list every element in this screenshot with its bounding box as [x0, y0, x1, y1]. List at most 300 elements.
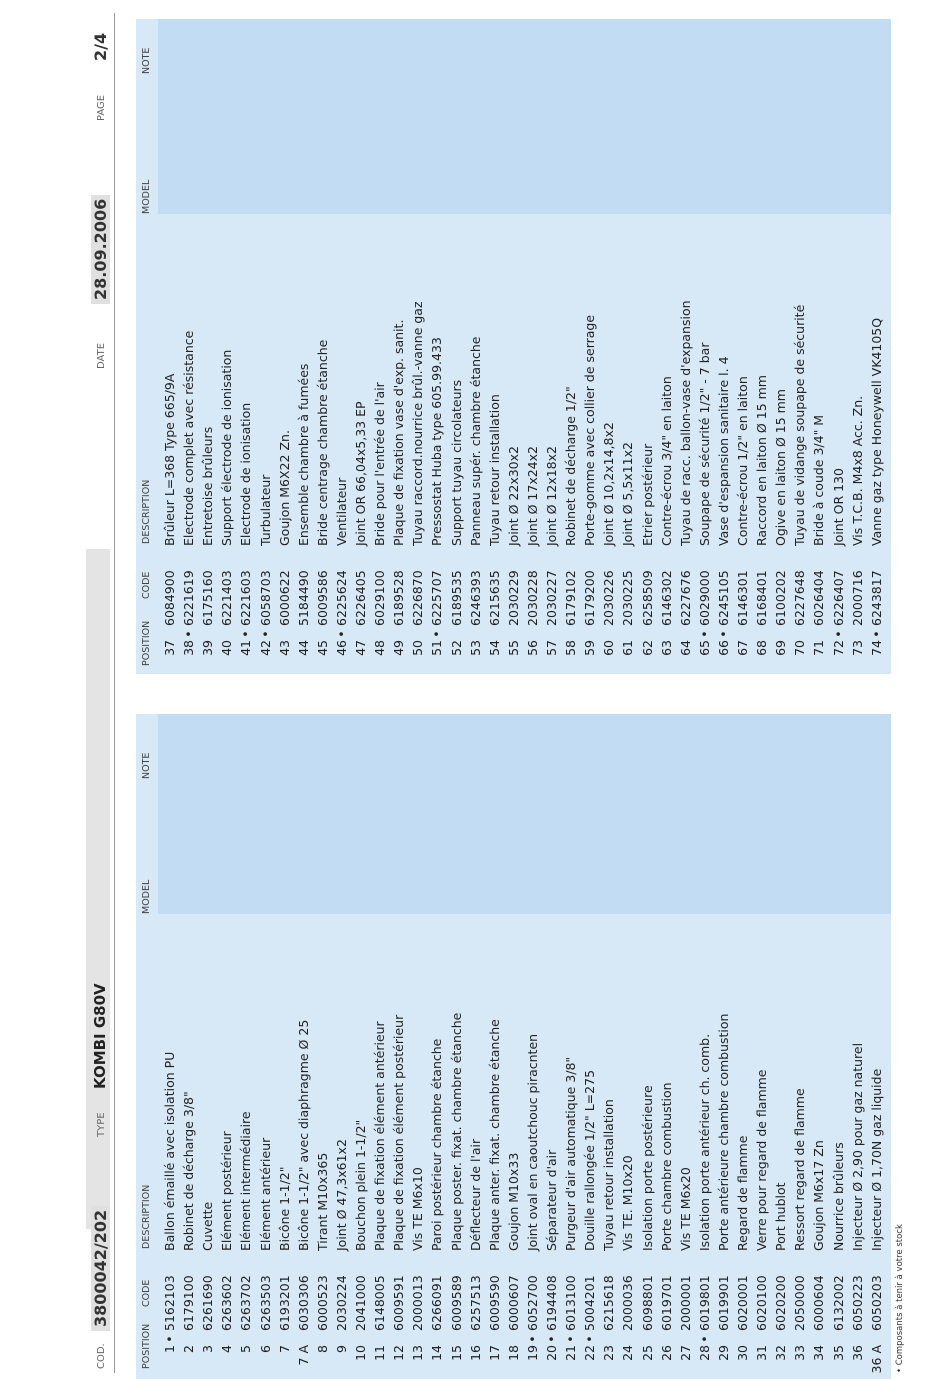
row-description: Ballon émaillé avec isolation PU	[162, 1051, 177, 1251]
row-code: 2030228	[524, 570, 540, 626]
row-code: 6226407	[830, 570, 846, 626]
row-code: 6258509	[639, 570, 655, 626]
row-description: Vis TE M6x20	[677, 1167, 693, 1251]
cod-label: COD.	[96, 1343, 107, 1369]
table-row	[676, 214, 695, 674]
row-code: 5004201	[582, 1275, 598, 1331]
row-description: Bride pour l'entrée de l'air	[372, 382, 388, 546]
table-row	[657, 214, 676, 674]
row-code: 6146301	[735, 570, 750, 626]
row-position: 73	[849, 640, 865, 656]
row-position: 57	[544, 640, 559, 656]
row-position: 26	[658, 1345, 674, 1361]
row-code: 5184490	[295, 570, 311, 626]
row-description: Injecteur Ø 1,70N gaz liquide	[868, 1068, 884, 1251]
row-position: 40	[219, 640, 235, 656]
table-row	[408, 919, 427, 1379]
table-row	[275, 214, 294, 674]
row-position: 59	[582, 640, 598, 656]
table-row	[733, 214, 752, 674]
row-code: 6225707	[429, 570, 445, 626]
row-code: 6009586	[314, 570, 330, 626]
table-row	[561, 214, 580, 674]
row-position: 37	[162, 640, 177, 656]
table-row	[790, 214, 809, 674]
cod-value: 3800042/202	[91, 1206, 110, 1331]
row-position: 28	[696, 1345, 712, 1361]
row-description: Séparateur d'air	[544, 1149, 559, 1251]
row-description: Joint Ø 22x30x2	[505, 446, 521, 546]
row-code: 6263702	[238, 1275, 254, 1331]
row-description: Joint OR 66,04x5,33 EP	[353, 401, 368, 546]
row-position: 68	[754, 640, 770, 656]
table-row	[313, 214, 332, 674]
row-description: Vis T.C.B. M4x8 Acc. Zn.	[849, 395, 865, 546]
row-position: 47	[353, 640, 368, 656]
row-position: 3	[200, 1345, 216, 1353]
row-description: Support tuyau circolateurs	[448, 379, 464, 546]
row-position: 64	[677, 640, 693, 656]
row-position: 54	[486, 640, 502, 656]
stock-bullet: •	[333, 630, 349, 638]
table-row	[256, 919, 275, 1379]
row-position: 5	[238, 1345, 254, 1353]
row-code: 6243817	[868, 570, 884, 626]
row-description: Verre pour regard de flamme	[754, 1069, 770, 1251]
row-code: 6058703	[257, 570, 273, 626]
right-table	[136, 19, 891, 674]
row-description: Bride centrage chambre étanche	[314, 339, 330, 546]
row-position: 27	[677, 1345, 693, 1361]
row-code: 6020001	[735, 1275, 750, 1331]
row-description: Joint OR 130	[830, 468, 846, 546]
row-code: 6189535	[448, 570, 464, 626]
row-position: 71	[811, 640, 827, 656]
stock-bullet: •	[830, 630, 846, 638]
row-code: 6019901	[715, 1275, 731, 1331]
row-code: 2030225	[620, 570, 636, 626]
row-description: Elément intermédiaire	[238, 1111, 254, 1251]
row-description: Panneau supér. chambre étanche	[467, 336, 483, 546]
right-col-description: DESCRIPTION	[141, 479, 152, 544]
row-description: Vase d'espansion sanitaire l. 4	[715, 356, 731, 546]
row-description: Contre-écrou 1/2" en laiton	[735, 376, 750, 546]
row-description: Raccord en laiton Ø 15 mm	[754, 375, 770, 546]
row-code: 6175160	[200, 570, 216, 626]
table-row	[542, 919, 561, 1379]
row-position: 60	[601, 640, 617, 656]
table-row	[275, 919, 294, 1379]
table-row	[599, 214, 618, 674]
table-row	[351, 214, 370, 674]
table-row	[294, 919, 313, 1379]
row-position: 67	[735, 640, 750, 656]
row-description: Porte antérieure chambre combustion	[715, 1013, 731, 1251]
row-description: Entretoise brûleurs	[200, 426, 216, 546]
table-row	[638, 214, 657, 674]
row-description: Goujon M10x33	[505, 1152, 521, 1251]
row-description: Elément antérieur	[257, 1137, 273, 1251]
row-description: Plaque poster. fixat. chambre étanche	[448, 1012, 464, 1251]
row-code: 6146302	[658, 570, 674, 626]
row-position: 49	[391, 640, 407, 656]
row-code: 6226405	[353, 570, 368, 626]
table-row	[179, 919, 198, 1379]
row-description: Déflecteur de l'air	[467, 1138, 483, 1251]
row-position: 61	[620, 640, 636, 656]
table-row	[160, 214, 179, 674]
table-row	[599, 919, 618, 1379]
table-row	[198, 214, 217, 674]
table-row	[752, 214, 771, 674]
table-row	[676, 919, 695, 1379]
header-rule	[114, 13, 115, 1373]
row-position: 21	[563, 1345, 579, 1361]
row-position: 44	[295, 640, 311, 656]
table-row	[638, 919, 657, 1379]
row-code: 6052700	[524, 1275, 540, 1331]
right-col-position: POSITION	[141, 620, 152, 666]
table-row	[771, 214, 790, 674]
row-code: 6000622	[276, 570, 292, 626]
row-position: 35	[830, 1345, 846, 1361]
row-position: 42	[257, 640, 273, 656]
row-description: Isolation porte antérieur ch. comb.	[696, 1033, 712, 1251]
row-description: Ensemble chambre à fumées	[295, 363, 311, 546]
row-code: 6029100	[372, 570, 388, 626]
table-row	[332, 214, 351, 674]
table-row	[809, 214, 828, 674]
row-code: 6194408	[544, 1275, 559, 1331]
row-description: Support électrode de ionisation	[219, 349, 235, 546]
row-code: 6084900	[162, 570, 177, 626]
row-description: Regard de flamme	[735, 1135, 750, 1251]
table-row	[867, 214, 886, 674]
row-position: 74	[868, 640, 884, 656]
row-position: 8	[314, 1345, 330, 1353]
row-position: 18	[505, 1345, 521, 1361]
row-description: Tirant M10x365	[314, 1152, 330, 1251]
row-position: 25	[639, 1345, 655, 1361]
row-description: Injecteur Ø 2,90 pour gaz naturel	[849, 1042, 865, 1251]
row-description: Purgeur d'air automatique 3/8"	[563, 1056, 579, 1251]
row-code: 6246393	[467, 570, 483, 626]
row-code: 6215635	[486, 570, 502, 626]
row-code: 6000523	[314, 1275, 330, 1331]
row-description: Bride à coude 3/4" M	[811, 414, 827, 546]
row-description: Elément postérieur	[219, 1131, 235, 1251]
row-code: 2030224	[333, 1275, 349, 1331]
stock-bullet: •	[715, 630, 731, 638]
row-code: 2000716	[849, 570, 865, 626]
row-position: 19	[524, 1345, 540, 1361]
row-position: 55	[505, 640, 521, 656]
row-description: Porte-gomme avec collier de serrage	[582, 314, 598, 546]
table-row	[848, 919, 867, 1379]
table-row	[217, 919, 236, 1379]
table-row	[485, 214, 504, 674]
date-label: DATE	[96, 342, 107, 369]
row-description: Turbulateur	[257, 474, 273, 546]
row-description: Isolation porte postérieure	[639, 1085, 655, 1251]
row-description: Tuyau raccord.nourrice brûl.-vanne gaz	[410, 301, 426, 546]
row-position: 56	[524, 640, 540, 656]
row-position: 72	[830, 640, 846, 656]
table-row	[561, 919, 580, 1379]
row-position: 7	[276, 1345, 292, 1353]
row-position: 38	[181, 640, 197, 656]
table-row	[447, 919, 466, 1379]
row-description: Nourrice brûleurs	[830, 1142, 846, 1251]
table-row	[332, 919, 351, 1379]
footnote: • Composants à tenir à votre stock	[895, 1224, 905, 1373]
row-code: 2000001	[677, 1275, 693, 1331]
stock-bullet: •	[582, 1335, 598, 1343]
row-description: Goujon M6x17 Zn	[811, 1140, 827, 1251]
table-row	[466, 214, 485, 674]
row-code: 2030226	[601, 570, 617, 626]
stock-bullet: •	[238, 630, 254, 638]
right-col-model: MODEL	[141, 179, 152, 214]
table-row	[580, 919, 599, 1379]
row-code: 6009590	[486, 1275, 502, 1331]
row-code: 6019801	[696, 1275, 712, 1331]
row-description: Douille rallongée 1/2" L=275	[582, 1069, 598, 1251]
row-description: Joint Ø 5,5x11x2	[620, 442, 636, 546]
row-description: Joint Ø 12x18x2	[544, 446, 559, 546]
table-row	[771, 919, 790, 1379]
table-row	[790, 919, 809, 1379]
row-position: 58	[563, 640, 579, 656]
row-code: 6050223	[849, 1275, 865, 1331]
table-row	[523, 919, 542, 1379]
stock-bullet: •	[181, 630, 197, 638]
row-code: 6226870	[410, 570, 426, 626]
stock-bullet: •	[868, 630, 884, 638]
table-row	[829, 214, 848, 674]
row-description: Paroi postérieur chambre étanche	[429, 1038, 445, 1251]
type-label: TYPE	[96, 1112, 107, 1137]
row-description: Pressostat Huba type 605.99.433	[429, 337, 445, 546]
row-description: Plaque de fixation élément postérieur	[391, 1014, 407, 1251]
row-position: 17	[486, 1345, 502, 1361]
left-col-model: MODEL	[141, 879, 152, 914]
row-code: 6013100	[563, 1275, 579, 1331]
table-row	[542, 214, 561, 674]
row-description: Vis TE. M10x20	[620, 1155, 636, 1251]
row-description: Robinet de décharge 3/8"	[181, 1091, 197, 1251]
row-position: 11	[372, 1345, 388, 1361]
row-code: 6030306	[295, 1275, 311, 1331]
table-row	[389, 214, 408, 674]
row-description: Plaque de fixation élément antérieur	[372, 1021, 388, 1251]
table-row	[523, 214, 542, 674]
row-position: 66	[715, 640, 731, 656]
row-code: 6179102	[563, 570, 579, 626]
row-position: 41	[238, 640, 254, 656]
row-code: 6215618	[601, 1275, 617, 1331]
row-position: 4	[219, 1345, 235, 1353]
row-code: 6193201	[276, 1275, 292, 1331]
row-description: Vanne gaz type Honeywell VK4105Q	[868, 317, 884, 546]
left-col-position: POSITION	[141, 1323, 152, 1369]
row-description: Joint Ø 47,3x61x2	[333, 1139, 349, 1251]
right-col-note: NOTE	[141, 47, 152, 74]
row-description: Etrier postérieur	[639, 443, 655, 546]
table-row	[447, 214, 466, 674]
table-row	[179, 214, 198, 674]
row-code: 2030227	[544, 570, 559, 626]
row-position: 34	[811, 1345, 827, 1361]
row-position: 52	[448, 640, 464, 656]
row-code: 6266091	[429, 1275, 445, 1331]
table-row	[485, 919, 504, 1379]
table-row	[829, 919, 848, 1379]
row-code: 6132002	[830, 1275, 846, 1331]
table-row	[236, 214, 255, 674]
row-description: Tuyau retour installation	[486, 394, 502, 546]
row-description: Goujon M6X22 Zn.	[276, 430, 292, 546]
row-description: Electrode complet avec résistance	[181, 330, 197, 546]
row-code: 6000604	[811, 1275, 827, 1331]
row-position: 16	[467, 1345, 483, 1361]
row-description: Robinet de décharge 1/2"	[563, 386, 579, 546]
table-row	[160, 919, 179, 1379]
row-code: 6221603	[238, 570, 254, 626]
row-position: 69	[773, 640, 789, 656]
row-description: Brûleur L=368 Type 665/9A	[162, 373, 177, 546]
row-code: 6098801	[639, 1275, 655, 1331]
row-code: 2030229	[505, 570, 521, 626]
row-position: 46	[333, 640, 349, 656]
row-position: 70	[792, 640, 808, 656]
row-position: 12	[391, 1345, 407, 1361]
row-code: 6050203	[868, 1275, 884, 1331]
row-position: 23	[601, 1345, 617, 1361]
table-row	[657, 919, 676, 1379]
row-position: 31	[754, 1345, 770, 1361]
table-row	[733, 919, 752, 1379]
row-code: 6020100	[754, 1275, 770, 1331]
row-position: 63	[658, 640, 674, 656]
row-position: 36	[849, 1345, 865, 1361]
table-row	[618, 919, 637, 1379]
table-row	[427, 919, 446, 1379]
row-code: 6026404	[811, 570, 827, 626]
table-row	[217, 214, 236, 674]
row-position: 45	[314, 640, 330, 656]
row-description: Bicône 1-1/2"	[276, 1166, 292, 1251]
table-row	[867, 919, 886, 1379]
table-row	[580, 214, 599, 674]
row-position: 29	[715, 1345, 731, 1361]
row-position: 7 A	[295, 1345, 311, 1366]
row-position: 20	[544, 1345, 559, 1361]
row-position: 53	[467, 640, 483, 656]
row-code: 6009589	[448, 1275, 464, 1331]
row-position: 62	[639, 640, 655, 656]
row-description: Tuyau retour installation	[601, 1099, 617, 1251]
row-position: 33	[792, 1345, 808, 1361]
row-code: 6261690	[200, 1275, 216, 1331]
stock-bullet: •	[257, 630, 273, 638]
page-label: PAGE	[96, 94, 107, 121]
row-code: 6227676	[677, 570, 693, 626]
right-col-code: CODE	[141, 571, 152, 599]
left-col-description: DESCRIPTION	[141, 1184, 152, 1249]
row-description: Bouchon plein 1-1/2"	[353, 1119, 368, 1251]
row-position: 6	[257, 1345, 273, 1353]
table-row	[504, 919, 523, 1379]
table-row	[809, 919, 828, 1379]
table-row	[466, 919, 485, 1379]
table-row	[370, 919, 389, 1379]
table-row	[427, 214, 446, 674]
table-row	[294, 214, 313, 674]
left-model-note-bg	[158, 714, 891, 914]
row-code: 6189528	[391, 570, 407, 626]
stock-bullet: •	[544, 1335, 559, 1343]
table-row	[236, 919, 255, 1379]
row-position: 50	[410, 640, 426, 656]
row-code: 6245105	[715, 570, 731, 626]
table-row	[351, 919, 370, 1379]
row-position: 30	[735, 1345, 750, 1361]
row-position: 36 A	[868, 1345, 884, 1374]
row-position: 1	[162, 1345, 177, 1353]
row-code: 6179200	[582, 570, 598, 626]
row-description: Porte chambre combustion	[658, 1082, 674, 1251]
left-table	[136, 699, 891, 1379]
row-position: 65	[696, 640, 712, 656]
row-description: Ventilateur	[333, 477, 349, 546]
table-row	[313, 919, 332, 1379]
row-code: 6221619	[181, 570, 197, 626]
type-value: KOMBI G80V	[91, 983, 109, 1089]
row-description: Vis TE M6x10	[410, 1167, 426, 1251]
row-code: 2041000	[353, 1275, 368, 1331]
row-code: 6019701	[658, 1275, 674, 1331]
row-code: 6000607	[505, 1275, 521, 1331]
row-code: 6029000	[696, 570, 712, 626]
row-code: 2000036	[620, 1275, 636, 1331]
page-value: 2/4	[91, 32, 110, 61]
row-position: 10	[353, 1345, 368, 1361]
row-code: 2000013	[410, 1275, 426, 1331]
row-code: 6227648	[792, 570, 808, 626]
right-model-note-bg	[158, 19, 891, 214]
row-code: 6225624	[333, 570, 349, 626]
row-description: Electrode de ionisation	[238, 402, 254, 546]
row-code: 6257513	[467, 1275, 483, 1331]
row-description: Ressort regard de flamme	[792, 1088, 808, 1251]
row-code: 2050000	[792, 1275, 808, 1331]
left-col-code: CODE	[141, 1279, 152, 1307]
row-code: 5162103	[162, 1275, 177, 1331]
table-row	[695, 919, 714, 1379]
row-description: Tuyau de vidange soupape de sécurité	[792, 304, 808, 546]
stock-bullet: •	[429, 630, 445, 638]
row-position: 2	[181, 1345, 197, 1353]
stock-bullet: •	[162, 1335, 177, 1343]
row-code: 6263602	[219, 1275, 235, 1331]
row-description: Joint Ø 17x24x2	[524, 446, 540, 546]
row-position: 51	[429, 640, 445, 656]
row-description: Tuyau de racc. ballon-vase d'expansion	[677, 300, 693, 546]
row-position: 39	[200, 640, 216, 656]
row-code: 6100202	[773, 570, 789, 626]
row-description: Joint oval en caoutchouc piracnten	[524, 1033, 540, 1251]
